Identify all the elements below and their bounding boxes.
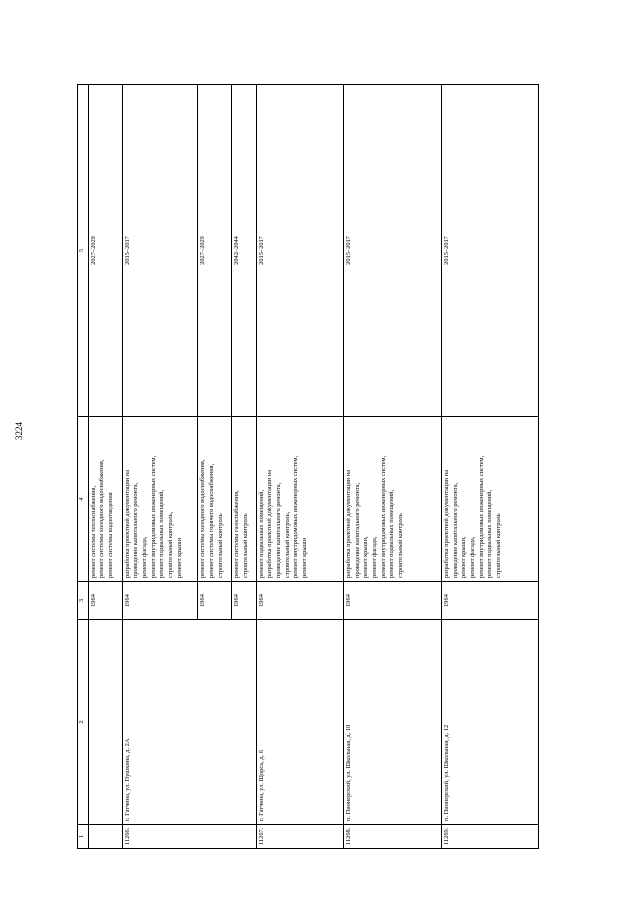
row-year: 1964 [256, 582, 343, 620]
work-item: строительный контроль, [166, 511, 174, 578]
row-period: 2015–2017 [442, 85, 539, 417]
column-header: 5 [78, 85, 89, 417]
header-row [78, 85, 89, 849]
work-item: ремонт системы водоотведения [106, 492, 114, 578]
row-number: 11267. [256, 825, 343, 849]
row-period: 2015–2017 [256, 85, 343, 417]
row-year: 1964 [442, 582, 539, 620]
table-row [344, 85, 442, 849]
work-item: ремонт фасада, [468, 536, 476, 578]
work-item: строительный контроль [494, 513, 502, 578]
row-year: 1964 [232, 582, 256, 620]
work-item: ремонт крыши [175, 537, 183, 578]
work-item: ремонт крыши, [362, 536, 370, 578]
work-item: проведение капитального ремонта, [132, 482, 140, 578]
row-period: 2027–2029 [198, 85, 232, 417]
column-header: 3 [78, 582, 89, 620]
work-item: разработка проектной документации на [345, 469, 353, 578]
row-works [344, 417, 442, 582]
row-number: 11266. [122, 825, 256, 849]
work-item: ремонт подвальных помещений, [388, 489, 396, 578]
work-item: строительный контроль, [283, 511, 291, 578]
row-address: п. Пионерский, ул. Школьная, д. 12 [442, 620, 539, 825]
row-address: г. Гатчина, ул. Щорса, д. 6 [256, 620, 343, 825]
work-item: ремонт системы холодного водоснабжения, [98, 459, 106, 578]
work-item: ремонт фасада, [140, 536, 148, 578]
work-item: ремонт подвальных помещений, [486, 489, 494, 578]
table-row [442, 85, 539, 849]
rotated-table-wrapper [77, 85, 539, 849]
work-item: строительный контроль [396, 513, 404, 578]
row-address: г. Гатчина, ул. Пушкина, д. 2А [122, 620, 256, 825]
row-year: 1964 [122, 582, 198, 620]
column-header: 2 [78, 620, 89, 825]
page-number: 3224 [14, 422, 24, 440]
table-row [88, 85, 122, 849]
work-item: проведение капитального ремонта, [275, 482, 283, 578]
row-number [88, 825, 122, 849]
work-item: ремонт системы горячего водоснабжения, [207, 463, 215, 578]
work-item: разработка проектной документации на [443, 469, 451, 578]
row-works [256, 417, 343, 582]
column-header: 4 [78, 417, 89, 582]
work-item: ремонт фасада, [371, 536, 379, 578]
row-number: 11268. [344, 825, 442, 849]
work-item: ремонт системы теплоснабжения, [89, 485, 97, 578]
column-header: 1 [78, 825, 89, 849]
work-item: ремонт внутридомовых инженерных систем, [379, 455, 387, 578]
row-period: 2015–2017 [122, 85, 198, 417]
row-works [442, 417, 539, 582]
work-item: ремонт внутридомовых инженерных систем, [149, 455, 157, 578]
row-works [122, 417, 198, 582]
row-number: 11269. [442, 825, 539, 849]
work-item: проведение капитального ремонта, [353, 482, 361, 578]
row-year: 1964 [88, 582, 122, 620]
work-item: ремонт крыши [301, 537, 309, 578]
row-period: 2042–2044 [232, 85, 256, 417]
work-item: строительный контроль [216, 513, 224, 578]
work-item: ремонт подвальных помещений, [257, 489, 265, 578]
row-year: 1964 [344, 582, 442, 620]
row-period: 2015–2017 [344, 85, 442, 417]
work-item: разработка проектной документации на [123, 469, 131, 578]
work-item: ремонт внутридомовых инженерных систем, [292, 455, 300, 578]
row-works [198, 417, 232, 582]
work-item: проведение капитального ремонта, [451, 482, 459, 578]
row-works [88, 417, 122, 582]
work-item: ремонт подвальных помещений, [158, 489, 166, 578]
work-item: ремонт системы газоснабжения, [233, 490, 241, 578]
work-item: ремонт системы холодного водоснабжения, [199, 459, 207, 578]
row-address [88, 620, 122, 825]
work-item: ремонт крыши, [460, 536, 468, 578]
table-body [78, 85, 539, 849]
work-item: строительный контроль [241, 513, 249, 578]
row-works [232, 417, 256, 582]
row-period: 2027–2029 [88, 85, 122, 417]
row-year: 1964 [198, 582, 232, 620]
table-row [256, 85, 343, 849]
capital-repair-table [77, 84, 539, 849]
row-address: п. Пионерский, ул. Школьная, д. 10 [344, 620, 442, 825]
work-item: ремонт внутридомовых инженерных систем, [477, 455, 485, 578]
table-row [122, 85, 198, 849]
work-item: разработка проектной документации на [266, 469, 274, 578]
